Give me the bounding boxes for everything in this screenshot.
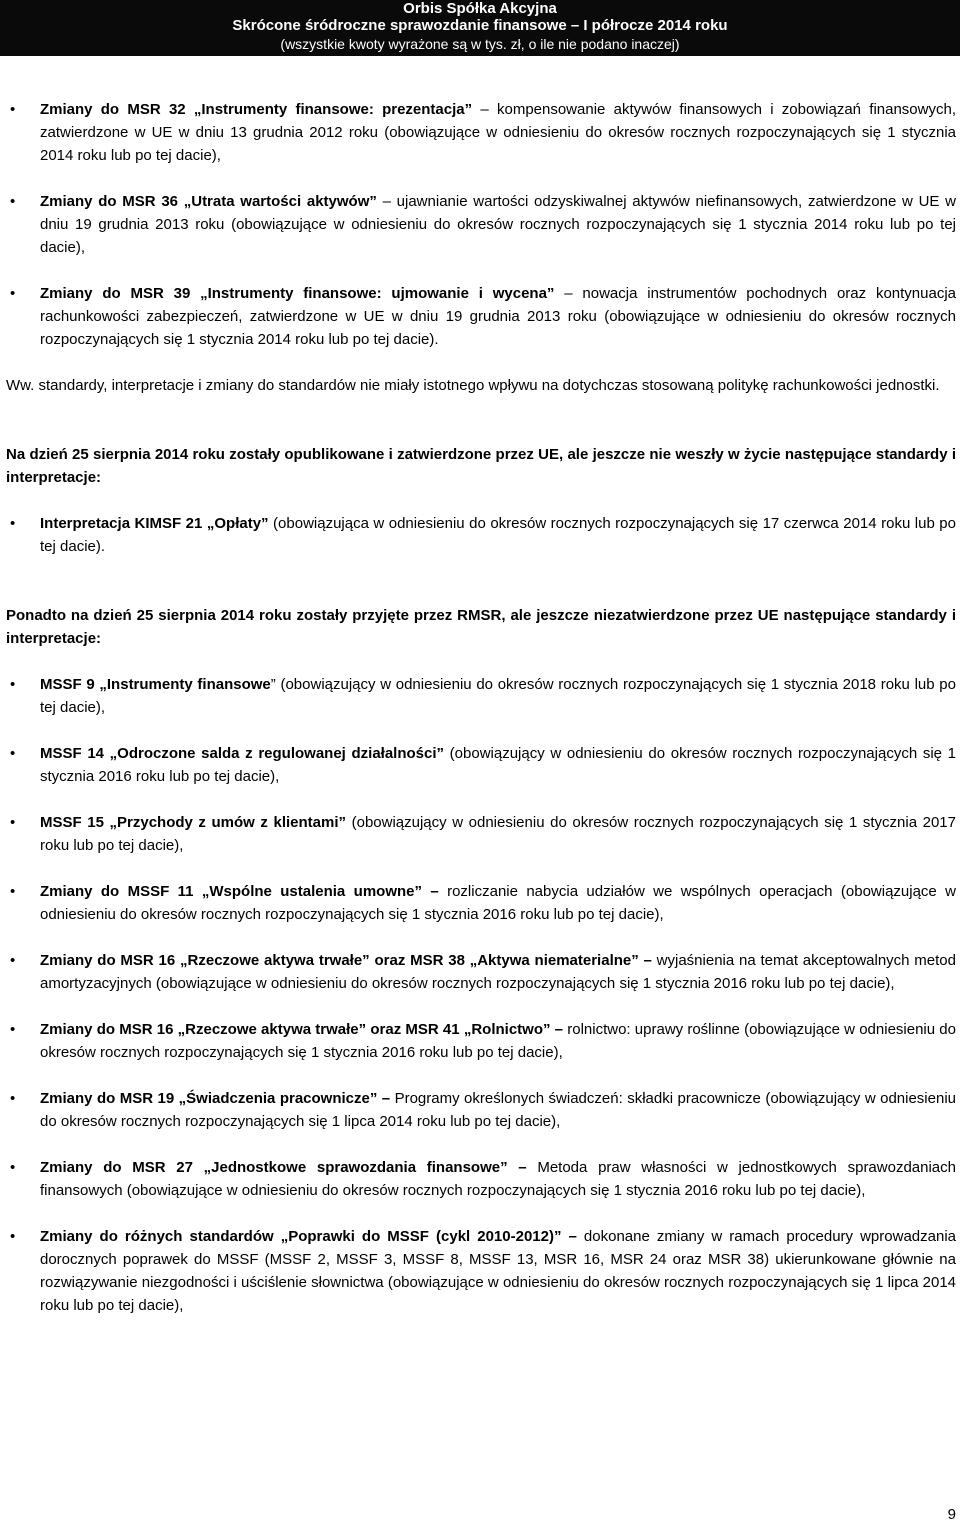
list-item: [6, 949, 956, 995]
item-title: MSSF 14 „Odroczone salda z regulowanej działalności”: [40, 745, 445, 762]
item-title: Zmiany do MSR 36 „Utrata wartości aktywów”: [40, 193, 377, 210]
bullet-icon: •: [10, 515, 16, 532]
list-item: [6, 673, 956, 719]
list-item: [6, 811, 956, 857]
item-title: MSSF 9 „Instrumenty finansowe: [40, 676, 271, 693]
section-heading-text: Ponadto na dzień 25 sierpnia 2014 roku zostały przyjęte przez RMSR, ale jeszcze niezatwierdzone przez UE następujące standardy i interpretacje:: [6, 607, 956, 647]
document-body: [6, 98, 956, 1340]
bullet-icon: •: [10, 1228, 16, 1245]
item-title: Zmiany do MSR 16 „Rzeczowe aktywa trwałe” oraz MSR 41 „Rolnictwo” –: [40, 1021, 564, 1038]
item-title: Zmiany do MSR 19 „Świadczenia pracownicze” –: [40, 1090, 391, 1107]
bullet-icon: •: [10, 814, 16, 831]
item-text: – kompensowanie aktywów finansowych i zobowiązań finansowych, zatwierdzone w UE w dniu 13 grudnia 2012 roku (obowiązujące w odniesieniu do okresów rocznych rozpoczynających się 1 stycznia 2014 roku lub po tej dacie),: [40, 101, 956, 164]
item-text: (obowiązująca w odniesieniu do okresów rocznych rozpoczynających się 17 czerwca 2014 roku lub po tej dacie).: [40, 515, 956, 555]
bullet-icon: •: [10, 285, 16, 302]
bullet-icon: •: [10, 1159, 16, 1176]
list-item: [6, 1156, 956, 1202]
item-title: MSSF 15 „Przychody z umów z klientami”: [40, 814, 347, 831]
bullet-icon: •: [10, 745, 16, 762]
item-text: wyjaśnienia na temat akceptowalnych metod amortyzacyjnych (obowiązujące w odniesieniu do okresów rocznych rozpoczynających się 1 stycznia 2016 roku lub po tej dacie),: [40, 952, 956, 992]
list-item: [6, 1018, 956, 1064]
item-text: – ujawnianie wartości odzyskiwalnej aktywów niefinansowych, zatwierdzone w UE w dniu 19 grudnia 2013 roku (obowiązujące w odniesieniu do okresów rocznych rozpoczynających się 1 stycznia 2014 roku lub po tej dacie),: [40, 193, 956, 256]
item-text: rolnictwo: uprawy roślinne (obowiązujące w odniesieniu do okresów rocznych rozpoczynających się 1 stycznia 2016 roku lub po tej dacie),: [40, 1021, 956, 1061]
list-item: [6, 98, 956, 167]
item-title: Interpretacja KIMSF 21 „Opłaty”: [40, 515, 269, 532]
bullet-icon: •: [10, 193, 16, 210]
bullet-icon: •: [10, 101, 16, 118]
item-text: Programy określonych świadczeń: składki pracownicze (obowiązujący w odniesieniu do okresów rocznych rozpoczynających się 1 lipca 2014 roku lub po tej dacie),: [40, 1090, 956, 1130]
item-title: Zmiany do różnych standardów „Poprawki do MSSF (cykl 2010-2012)” –: [40, 1228, 577, 1245]
section-heading-text: Na dzień 25 sierpnia 2014 roku zostały opublikowane i zatwierdzone przez UE, ale jeszcze nie weszły w życie następujące standardy i interpretacje:: [6, 446, 956, 486]
item-text: dokonane zmiany w ramach procedury wprowadzania dorocznych poprawek do MSSF (MSSF 2, MSSF 3, MSSF 8, MSSF 13, MSR 16, MSR 24 oraz MSR 38) ukierunkowane głównie na rozwiązywanie niezgodności i uściślenie słownictwa (obowiązujące w odniesieniu do okresów rocznych rozpoczynających się 1 lipca 2014 roku lub po tej dacie),: [40, 1228, 956, 1314]
list-item: [6, 512, 956, 558]
list-item: [6, 1225, 956, 1317]
item-text: Metoda praw własności w jednostkowych sprawozdaniach finansowych (obowiązujące w odniesieniu do okresów rocznych rozpoczynających się 1 stycznia 2016 roku lub po tej dacie),: [40, 1159, 956, 1199]
item-title: Zmiany do MSR 16 „Rzeczowe aktywa trwałe” oraz MSR 38 „Aktywa niematerialne” –: [40, 952, 652, 969]
item-text: (obowiązujący w odniesieniu do okresów rocznych rozpoczynających się 1 stycznia 2016 roku lub po tej dacie),: [40, 745, 956, 785]
document-header: [0, 0, 960, 56]
bullet-icon: •: [10, 1090, 16, 1107]
item-title: Zmiany do MSR 32 „Instrumenty finansowe: prezentacja”: [40, 101, 473, 118]
item-text: (obowiązujący w odniesieniu do okresów rocznych rozpoczynających się 1 stycznia 2017 roku lub po tej dacie),: [40, 814, 956, 854]
item-text: – nowacja instrumentów pochodnych oraz kontynuacja rachunkowości zabezpieczeń, zatwierdzone w UE w dniu 19 grudnia 2013 roku (obowiązujące w odniesieniu do okresów rocznych rozpoczynających się 1 stycznia 2014 roku lub po tej dacie).: [40, 285, 956, 348]
section-heading: [6, 443, 956, 489]
item-text: (obowiązujący w odniesieniu do okresów rocznych rozpoczynających się 1 stycznia 2018 roku lub po tej dacie),: [40, 676, 956, 716]
report-title: Skrócone śródroczne sprawozdanie finansowe – I półrocze 2014 roku: [232, 17, 728, 34]
list-item: [6, 282, 956, 351]
bullet-icon: •: [10, 1021, 16, 1038]
page-number: 9: [947, 1506, 956, 1523]
bullet-icon: •: [10, 883, 16, 900]
list-item: [6, 742, 956, 788]
paragraph: Ww. standardy, interpretacje i zmiany do standardów nie miały istotnego wpływu na dotychczas stosowaną politykę rachunkowości jednostki.: [6, 377, 940, 394]
company-name: Orbis Spółka Akcyjna: [403, 0, 557, 17]
amounts-note: (wszystkie kwoty wyrażone są w tys. zł, o ile nie podano inaczej): [280, 36, 680, 52]
list-item: [6, 1087, 956, 1133]
section-heading: [6, 604, 956, 650]
list-item: [6, 880, 956, 926]
list-item: [6, 190, 956, 259]
item-title: Zmiany do MSR 27 „Jednostkowe sprawozdania finansowe” –: [40, 1159, 527, 1176]
item-text: rozliczanie nabycia udziałów we wspólnych operacjach (obowiązujące w odniesieniu do okresów rocznych rozpoczynających się 1 stycznia 2016 roku lub po tej dacie),: [40, 883, 956, 923]
bullet-icon: •: [10, 952, 16, 969]
item-title: Zmiany do MSR 39 „Instrumenty finansowe: ujmowanie i wycena”: [40, 285, 555, 302]
item-title-quote: ”: [270, 676, 276, 693]
bullet-icon: •: [10, 676, 16, 693]
item-title: Zmiany do MSSF 11 „Wspólne ustalenia umowne” –: [40, 883, 439, 900]
